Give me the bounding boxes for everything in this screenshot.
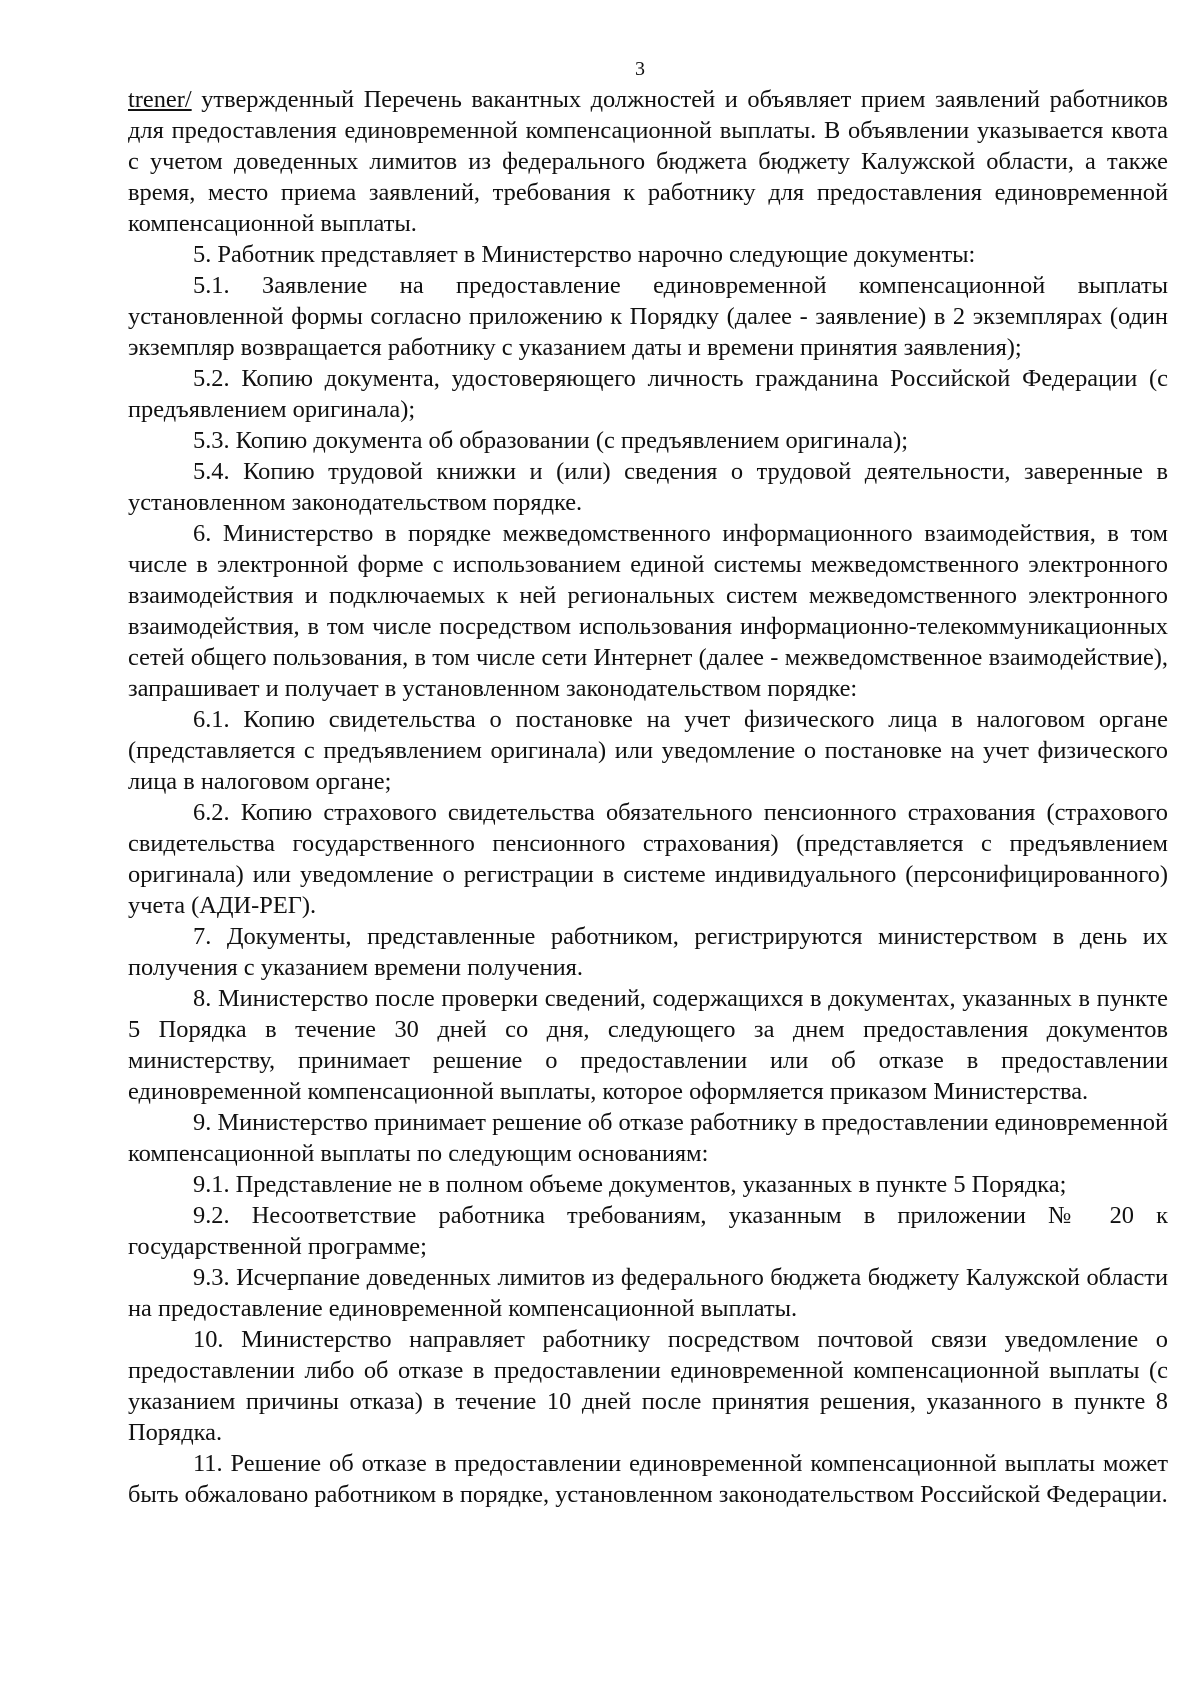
paragraph-8: 8. Министерство после проверки сведений, содержащихся в документах, указанных в пункте 5 Порядка в течение 30 дней со дня, следующего за днем предоставления документов министерству, принимает решение о предоставлении или об отказе в предоставлении единовременной компенсационной выплаты, которое оформляется приказом Министерства. — [128, 985, 1168, 1105]
paragraph-7: 7. Документы, представленные работником, регистрируются министерством в день их получения с указанием времени получения. — [128, 923, 1168, 981]
paragraph-6-1: 6.1. Копию свидетельства о постановке на учет физического лица в налоговом органе (представляется с предъявлением оригинала) или уведомление о постановке на учет физического лица в налоговом органе; — [128, 706, 1168, 795]
paragraph-5-3: 5.3. Копию документа об образовании (с предъявлением оригинала); — [193, 427, 909, 454]
link-trener[interactable]: trener/ — [128, 86, 192, 113]
paragraph-6-2: 6.2. Копию страхового свидетельства обязательного пенсионного страхования (страхового свидетельства государственного пенсионного страхования) (представляется с предъявлением оригинала) или уведомление о регистрации в системе индивидуального (персонифицированного) учета (АДИ-РЕГ). — [128, 799, 1168, 919]
paragraph-9: 9. Министерство принимает решение об отказе работнику в предоставлении единовременной компенсационной выплаты по следующим основаниям: — [128, 1109, 1168, 1167]
paragraph-9-3: 9.3. Исчерпание доведенных лимитов из федерального бюджета бюджету Калужской области на предоставление единовременной компенсационной выплаты. — [128, 1264, 1168, 1322]
paragraph-9-2: 9.2. Несоответствие работника требованиям, указанным в приложении № 20 к государственной программе; — [128, 1202, 1168, 1260]
paragraph-9-1: 9.1. Представление не в полном объеме документов, указанных в пункте 5 Порядка; — [193, 1171, 1067, 1198]
paragraph-5-4: 5.4. Копию трудовой книжки и (или) сведения о трудовой деятельности, заверенные в установленном законодательством порядке. — [128, 458, 1168, 516]
paragraph-5-2: 5.2. Копию документа, удостоверяющего личность гражданина Российской Федерации (с предъявлением оригинала); — [128, 365, 1168, 423]
paragraph-5: 5. Работник представляет в Министерство нарочно следующие документы: — [193, 241, 976, 268]
paragraph-5-1: 5.1. Заявление на предоставление единовременной компенсационной выплаты установленной формы согласно приложению к Порядку (далее - заявление) в 2 экземплярах (один экземпляр возвращается работнику с указанием даты и времени принятия заявления); — [128, 272, 1168, 361]
paragraph-10: 10. Министерство направляет работнику посредством почтовой связи уведомление о предоставлении либо об отказе в предоставлении единовременной компенсационной выплаты (с указанием причины отказа) в течение 10 дней после принятия решения, указанного в пункте 8 Порядка. — [128, 1326, 1168, 1446]
paragraph-intro-text: утвержденный Перечень вакантных должностей и объявляет прием заявлений работников для предоставления единовременной компенсационной выплаты. В объявлении указывается квота с учетом доведенных лимитов из федерального бюджета бюджету Калужской области, а также время, место приема заявлений, требования к работнику для предоставления единовременной компенсационной выплаты. — [128, 86, 1168, 237]
paragraph-intro — [128, 84, 1168, 239]
paragraph-6: 6. Министерство в порядке межведомственного информационного взаимодействия, в том числе в электронной форме с использованием единой системы межведомственного электронного взаимодействия и подключаемых к ней региональных систем межведомственного электронного взаимодействия, в том числе посредством использования информационно-телекоммуникационных сетей общего пользования, в том числе сети Интернет (далее - межведомственное взаимодействие), запрашивает и получает в установленном законодательством порядке: — [128, 520, 1168, 702]
paragraph-11: 11. Решение об отказе в предоставлении единовременной компенсационной выплаты может быть обжаловано работником в порядке, установленном законодательством Российской Федерации. — [128, 1450, 1168, 1508]
document-body — [128, 84, 1168, 1510]
page-number: 3 — [635, 58, 645, 80]
